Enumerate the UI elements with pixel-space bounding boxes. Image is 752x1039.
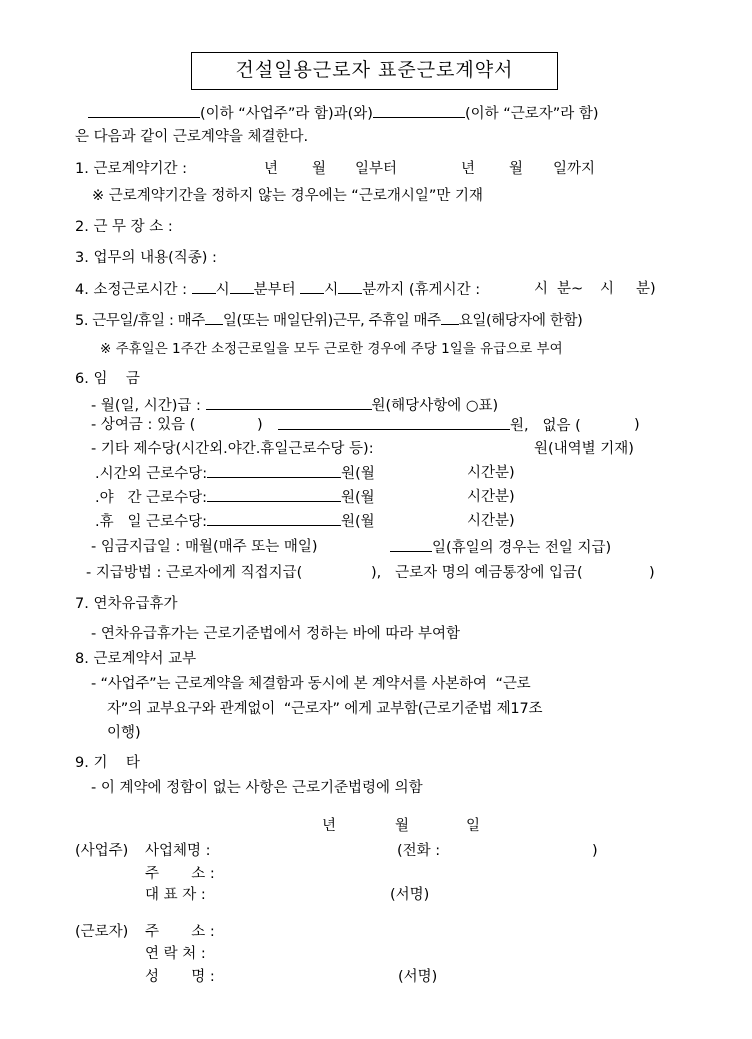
s4-hour-label: 시 <box>215 282 230 298</box>
worker-contact-label: 연 락 처 : <box>145 946 206 962</box>
wage-amount-blank[interactable] <box>206 396 372 410</box>
intro-line-1 <box>88 104 599 123</box>
employer-rep-label: 대 표 자 : <box>145 887 206 903</box>
night-label: .야 간 근로수당: <box>95 490 207 506</box>
s2-heading: 2. 근 무 장 소 : <box>75 219 173 235</box>
date-day: 일 <box>466 818 481 834</box>
wage-label: - 월(일, 시간)급 : <box>91 398 201 414</box>
s6-payday-label: - 임금지급일 : 매월(매주 또는 매일) <box>91 539 318 555</box>
bonus-amount-blank[interactable] <box>278 416 510 430</box>
date-month: 월 <box>395 818 410 834</box>
s4-min-to-label: 분까지 (휴게시간 : <box>362 282 481 298</box>
s4-start-hour-blank[interactable] <box>192 280 216 294</box>
s5-weekday-blank[interactable] <box>441 311 459 325</box>
s4-heading: 4. 소정근로시간 : <box>75 282 187 298</box>
s7-heading: 7. 연차유급휴가 <box>75 596 178 612</box>
employer-signature: (서명) <box>390 887 430 903</box>
s6-allowance-label: - 기타 제수당(시간외.야간.휴일근로수당 등): <box>91 441 374 457</box>
s4-start-min-blank[interactable] <box>230 280 254 294</box>
worker-name-blank[interactable] <box>373 104 465 118</box>
s8-line-1: - “사업주”는 근로계약을 체결함과 동시에 본 계약서를 사본하여 “근로 <box>91 676 531 692</box>
employer-address-label: 주 소 : <box>145 866 215 882</box>
s5-mid-text: 일(또는 매일단위)근무, 주휴일 매주 <box>222 313 441 329</box>
worker-address-label: 주 소 : <box>145 924 215 940</box>
employer-phone-end: ) <box>592 843 598 859</box>
s6-night-hours: 시간분) <box>467 489 515 505</box>
s5-heading: 5. 근무일/휴일 : 매주 <box>75 313 205 329</box>
s6-allowance-tail: 원(내역별 기재) <box>534 441 634 457</box>
s5-tail-text: 요일(해당자에 한함) <box>458 313 583 329</box>
worker-signature: (서명) <box>398 969 438 985</box>
night-won: 원(월 <box>340 490 375 506</box>
s4-rest-min: 분~ <box>557 281 584 297</box>
date-year: 년 <box>322 818 337 834</box>
s6-heading: 6. 임 금 <box>75 371 140 387</box>
s6-method-label: - 지급방법 : 근로자에게 직접지급( <box>86 565 303 581</box>
s9-heading: 9. 기 타 <box>75 755 140 771</box>
worker-name-label: 성 명 : <box>145 969 215 985</box>
s8-line-2: 자”의 교부요구와 관계없이 “근로자” 에게 교부함(근로기준법 제17조 <box>107 701 543 717</box>
s5-note: ※ 주휴일은 1주간 소정근로일을 모두 근로한 경우에 주당 1일을 유급으로 부여 <box>100 341 563 357</box>
s5-line <box>75 311 582 330</box>
s4-rest-end: 분) <box>636 281 656 297</box>
s5-workdays-blank[interactable] <box>205 311 223 325</box>
s6-method-end: ) <box>649 565 655 581</box>
s6-bonus-line <box>278 416 581 435</box>
s1-year-2: 년 <box>461 161 476 177</box>
holiday-label: .휴 일 근로수당: <box>95 514 207 530</box>
s6-holiday-line <box>95 512 375 531</box>
intro-line-2: 은 다음과 같이 근로계약을 체결한다. <box>75 129 309 145</box>
employer-name-blank[interactable] <box>88 104 200 118</box>
s4-rest-hour: 시 <box>534 281 549 297</box>
s6-bonus-label: - 상여금 : 있음 ( <box>91 417 196 433</box>
holiday-amount-blank[interactable] <box>207 512 341 526</box>
s3-heading: 3. 업무의 내용(직종) : <box>75 250 217 266</box>
document-title: 건설일용근로자 표준근로계약서 <box>191 52 558 90</box>
bonus-tail: 원, 없음 ( <box>510 418 581 434</box>
s4-min-from-label: 분부터 <box>253 282 296 298</box>
holiday-won: 원(월 <box>340 514 375 530</box>
s4-rest-hour-2: 시 <box>600 281 615 297</box>
s6-bonus-end: ) <box>634 417 640 433</box>
s6-payday-line <box>390 538 611 557</box>
s9-body: - 이 계약에 정함이 없는 사항은 근로기준법령에 의함 <box>91 780 423 796</box>
s8-line-3: 이행) <box>107 725 141 741</box>
ot-amount-blank[interactable] <box>207 464 341 478</box>
employer-tag: (사업주) <box>75 843 129 859</box>
payday-tail: 일(휴일의 경우는 전일 지급) <box>432 540 612 556</box>
employer-name-label: 사업체명 : <box>145 843 211 859</box>
s1-heading: 1. 근로계약기간 : <box>75 161 187 177</box>
s4-line <box>75 280 480 299</box>
wage-tail: 원(해당사항에 ○표) <box>371 398 499 414</box>
s1-day-from: 일부터 <box>355 161 398 177</box>
s6-method-mid: ), 근로자 명의 예금통장에 입금( <box>371 565 583 581</box>
s6-ot-hours: 시간분) <box>467 465 515 481</box>
worker-tag: (근로자) <box>75 924 129 940</box>
intro-employer-text: (이하 “사업주”라 함)과(와) <box>200 106 373 122</box>
s1-day-to: 일까지 <box>553 161 596 177</box>
s7-body: - 연차유급휴가는 근로기준법에서 정하는 바에 따라 부여함 <box>91 626 461 642</box>
intro-worker-text: (이하 “근로자”라 함) <box>464 106 599 122</box>
s1-year: 년 <box>264 161 279 177</box>
s4-end-min-blank[interactable] <box>338 280 362 294</box>
s1-month: 월 <box>312 161 327 177</box>
s6-bonus-paren: ) <box>257 417 263 433</box>
s1-note: ※ 근로계약기간을 정하지 않는 경우에는 “근로개시일”만 기재 <box>92 188 483 204</box>
night-amount-blank[interactable] <box>207 488 341 502</box>
s4-end-hour-blank[interactable] <box>300 280 324 294</box>
ot-label: .시간외 근로수당: <box>95 466 208 482</box>
ot-won: 원(월 <box>341 466 375 482</box>
s6-ot-line <box>95 464 375 483</box>
employer-phone-label: (전화 : <box>397 843 441 859</box>
payday-blank[interactable] <box>390 538 432 552</box>
s6-holiday-hours: 시간분) <box>467 513 515 529</box>
s6-wage-line <box>91 396 498 415</box>
s1-month-2: 월 <box>509 161 524 177</box>
s6-night-line <box>95 488 375 507</box>
s4-hour-label-2: 시 <box>324 282 339 298</box>
s8-heading: 8. 근로계약서 교부 <box>75 651 197 667</box>
